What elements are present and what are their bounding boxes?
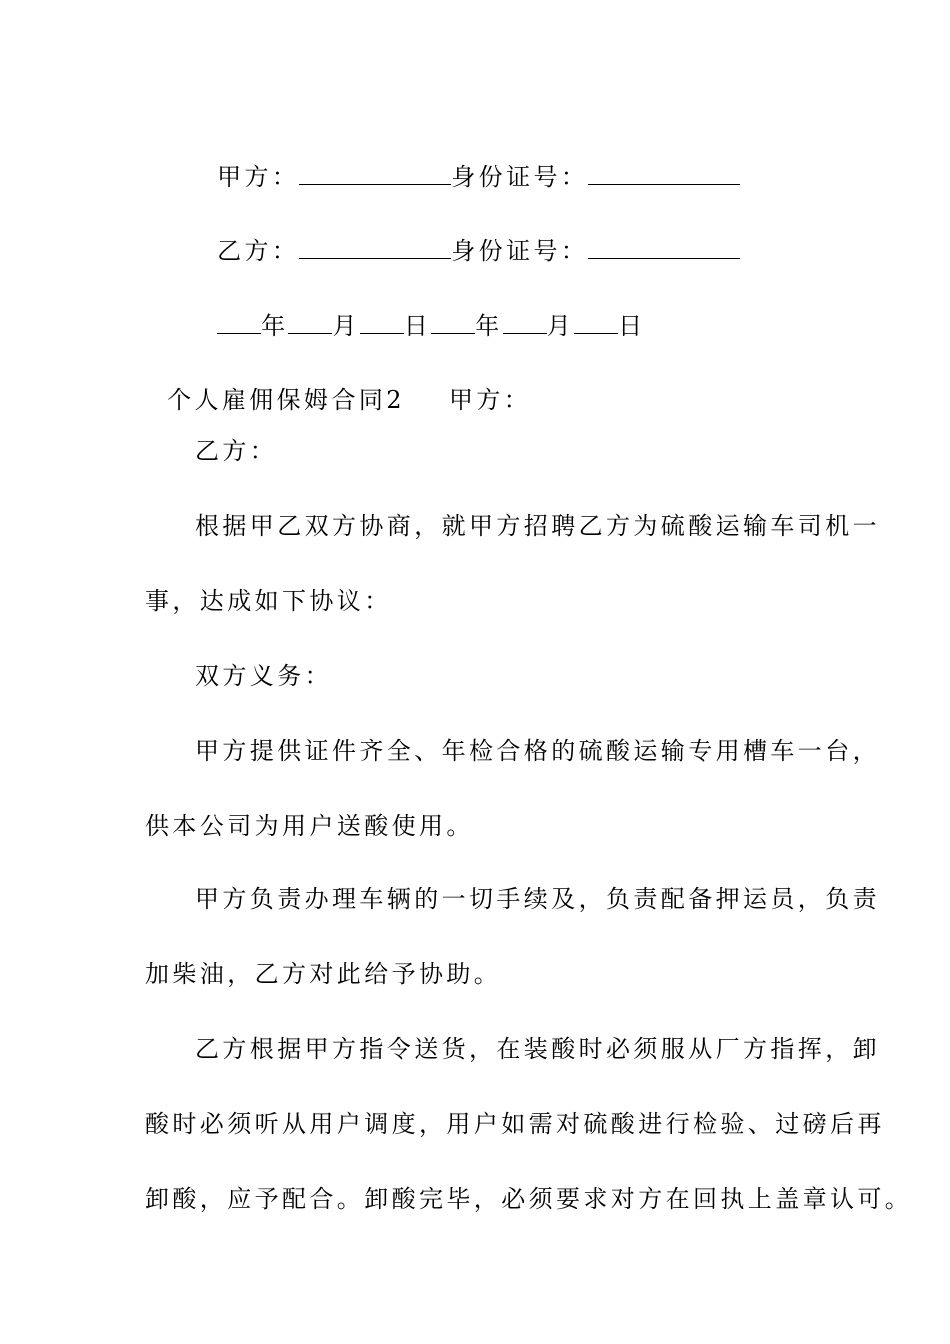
paragraph-agreement-line1: 根据甲乙双方协商，就甲方招聘乙方为硫酸运输车司机一	[195, 512, 880, 540]
contract-heading	[145, 364, 531, 412]
party-a-id-label: 身份证号：	[451, 163, 589, 191]
year-label-a: 年	[261, 312, 289, 340]
paragraph-vehicle-line1: 甲方提供证件齐全、年检合格的硫酸运输专用槽车一台，	[195, 737, 880, 765]
month-label-a: 月	[332, 312, 360, 340]
party-a-name-blank	[299, 164, 451, 185]
party-a-id-blank	[588, 164, 740, 185]
paragraph-agreement-line2: 事，达成如下协议：	[145, 587, 392, 615]
paragraph-procedures-line1: 甲方负责办理车辆的一切手续及，负责配备押运员，负责	[195, 885, 880, 913]
party-a-signature-line	[195, 140, 740, 189]
day-label-a: 日	[403, 312, 432, 340]
paragraph-party-b: 乙方：	[195, 437, 278, 465]
year-blank-b	[431, 313, 475, 334]
paragraph-vehicle-line2: 供本公司为用户送酸使用。	[145, 812, 474, 840]
contract-title: 个人雇佣保姆合同2	[167, 386, 405, 414]
month-blank-a	[288, 313, 332, 334]
day-blank-b	[574, 313, 618, 334]
party-b-signature-line	[195, 214, 740, 263]
paragraph-delivery-line3: 卸酸，应予配合。卸酸完毕，必须要求对方在回执上盖章认可。	[145, 1185, 913, 1213]
year-label-b: 年	[475, 312, 503, 340]
paragraph-procedures-line2: 加柴油，乙方对此给予协助。	[145, 960, 502, 988]
party-b-name-blank	[299, 238, 451, 259]
day-label-b: 日	[618, 312, 646, 340]
party-b-id-label: 身份证号：	[451, 237, 589, 265]
party-b-label: 乙方：	[217, 237, 300, 265]
party-b-id-blank	[588, 238, 740, 259]
year-blank-a	[217, 313, 261, 334]
paragraph-obligations-heading: 双方义务：	[195, 662, 332, 690]
paragraph-delivery-line2: 酸时必须听从用户调度，用户如需对硫酸进行检验、过磅后再	[145, 1110, 885, 1138]
party-a-label: 甲方：	[217, 163, 300, 191]
date-line	[195, 289, 646, 338]
month-label-b: 月	[546, 312, 575, 340]
day-blank-a	[360, 313, 404, 334]
heading-party-a-label: 甲方：	[448, 386, 532, 414]
paragraph-delivery-line1: 乙方根据甲方指令送货，在装酸时必须服从厂方指挥，卸	[195, 1035, 880, 1063]
month-blank-b	[503, 313, 547, 334]
